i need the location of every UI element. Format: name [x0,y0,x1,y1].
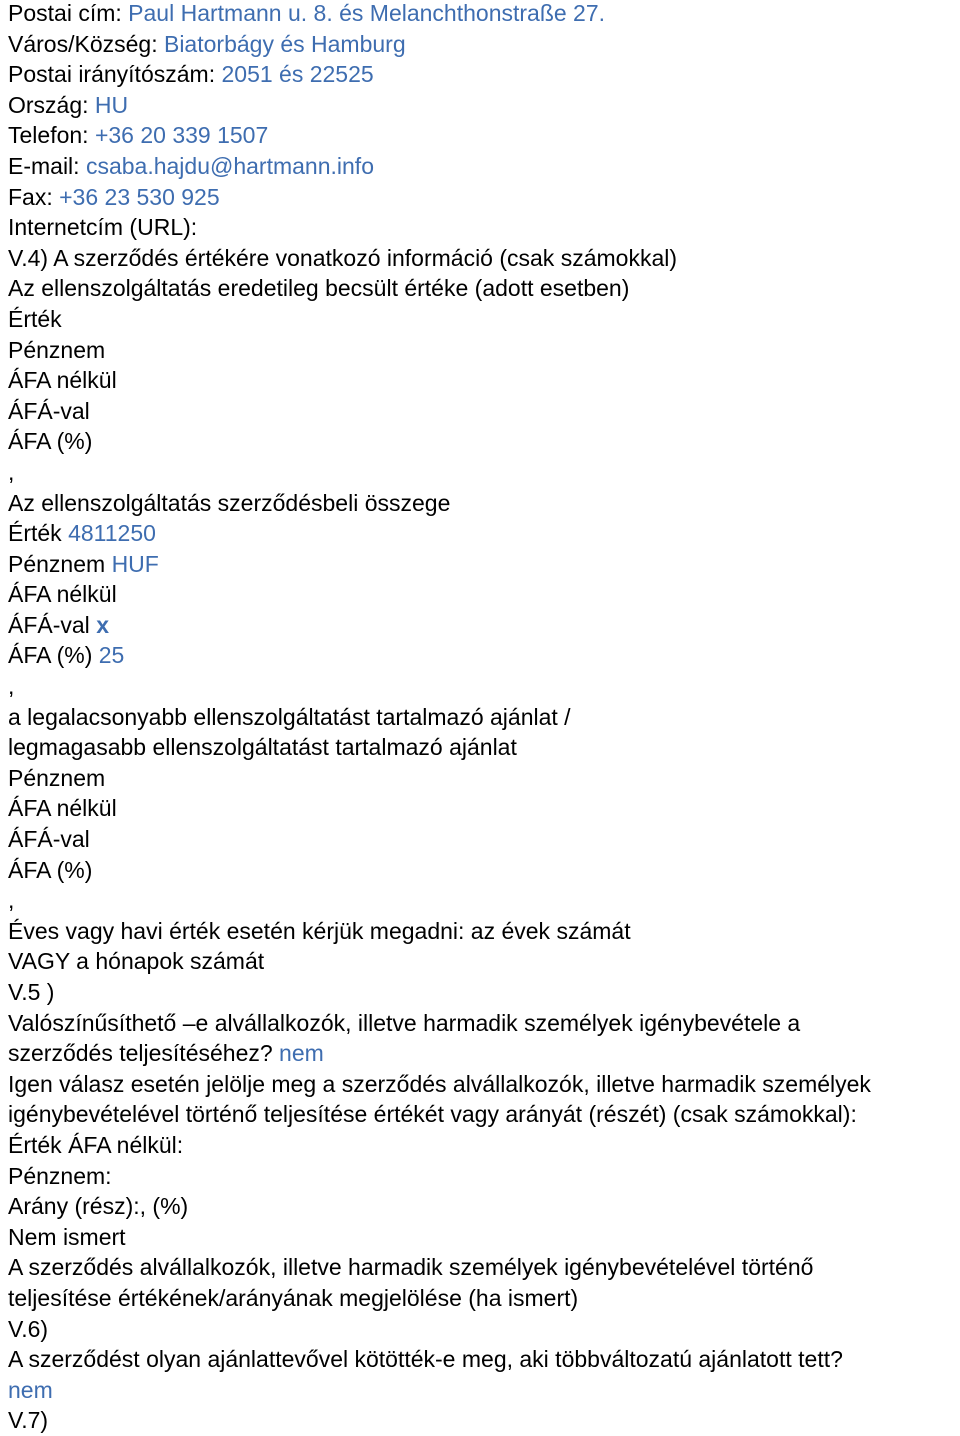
offers-vat-label: ÁFA (%) [8,856,93,883]
contract-gross-label: ÁFÁ-val [8,611,90,638]
address-row [8,0,952,29]
v5-question-1: Valószínűsíthető –e alvállalkozók, illetve harmadik személyek igénybevétele a [8,1009,801,1036]
v5-answer: nem [279,1040,324,1067]
contract-vat-label: ÁFA (%) [8,642,93,669]
country-row [8,90,952,121]
contract-vat: 25 [98,642,125,669]
v6-answer: nem [8,1376,53,1403]
contract-currency: HUF [111,550,159,577]
v5-currency-label: Pénznem: [8,1162,112,1189]
v5-heading-text: 5 ) [27,979,55,1005]
offers-separator: , [8,887,15,914]
estimated-title: Az ellenszolgáltatás eredetileg becsült értéke (adott esetben) [8,275,630,302]
offers-title-2: legmagasabb ellenszolgáltatást tartalmazó ajánlat [8,734,517,761]
url-row [8,212,952,243]
contract-gross-row [8,610,952,641]
v4-heading-num: V. [8,244,28,271]
contract-title: Az ellenszolgáltatás szerződésbeli összege [8,489,451,516]
estimated-vat-label: ÁFA (%) [8,428,93,455]
v6-question: A szerződést olyan ajánlattevővel kötötték-e meg, aki többváltozatú ajánlatott tett? [8,1346,843,1373]
offers-gross-label: ÁFÁ-val [8,826,90,853]
contract-value: 4811250 [68,520,156,547]
zip-row [8,59,952,90]
phone-row [8,120,952,151]
fax-label: Fax: [8,183,53,210]
city-label: Város/Község: [8,30,158,57]
v5-heading [8,977,952,1008]
contract-gross-mark: x [96,611,109,638]
contract-vat-row [8,640,952,671]
v5-description-2: teljesítése értékének/arányának megjelölése (ha ismert) [8,1284,579,1311]
email-row [8,151,952,182]
estimated-currency-label: Pénznem [8,336,106,363]
v5-value-label: Érték ÁFA nélkül: [8,1131,184,1158]
email-label: E-mail: [8,152,80,179]
v6-heading: V.6) [8,1315,49,1342]
v5-instruction-1: Igen válasz esetén jelölje meg a szerződés alvállalkozók, illetve harmadik személyek [8,1070,871,1097]
estimated-value-label: Érték [8,305,62,332]
v5-unknown: Nem ismert [8,1223,126,1250]
v5-question-2: szerződés teljesítéséhez? [8,1040,273,1067]
v4-heading [8,243,952,274]
zip-value: 2051 és 22525 [221,61,374,88]
contract-currency-row [8,549,952,580]
zip-label: Postai irányítószám: [8,61,216,88]
address-label: Postai cím: [8,0,122,26]
contract-value-label: Érték [8,520,62,547]
url-label: Internetcím (URL): [8,214,198,241]
v5-question-2-row [8,1038,952,1069]
city-value: Biatorbágy és Hamburg [163,30,406,57]
v4-heading-text: 4) A szerződés értékére vonatkozó információ (csak számokkal) [27,244,678,271]
address-value: Paul Hartmann u. 8. és Melanchthonstraße 27. [128,0,606,26]
contract-net-label: ÁFA nélkül [8,581,117,608]
offers-currency-label: Pénznem [8,764,106,791]
email-value[interactable]: csaba.hajdu@hartmann.info [85,152,374,179]
v5-description-1: A szerződés alvállalkozók, illetve harmadik személyek igénybevételével történő [8,1254,814,1281]
estimated-net-label: ÁFA nélkül [8,367,117,394]
period-line-1: Éves vagy havi érték esetén kérjük megadni: az évek számát [8,917,631,944]
v5-instruction-2: igénybevételével történő teljesítése értékét vagy arányát (részét) (csak számokkal): [8,1101,857,1128]
country-value: HU [94,91,129,118]
contract-value-row [8,518,952,549]
fax-value: +36 23 530 925 [59,183,220,210]
offers-net-label: ÁFA nélkül [8,795,117,822]
phone-label: Telefon: [8,122,89,149]
v7-heading: V.7) [8,1407,49,1434]
contract-separator: , [8,673,15,700]
fax-row [8,182,952,213]
contract-currency-label: Pénznem [8,550,106,577]
city-row [8,29,952,60]
country-label: Ország: [8,91,89,118]
estimated-separator: , [8,458,15,485]
v5-heading-num: V. [8,979,28,1005]
phone-value: +36 20 339 1507 [94,122,269,149]
v5-ratio-label: Arány (rész):, (%) [8,1193,189,1220]
period-line-2: VAGY a hónapok számát [8,948,265,975]
estimated-gross-label: ÁFÁ-val [8,397,90,424]
offers-title-1: a legalacsonyabb ellenszolgáltatást tartalmazó ajánlat / [8,703,571,730]
